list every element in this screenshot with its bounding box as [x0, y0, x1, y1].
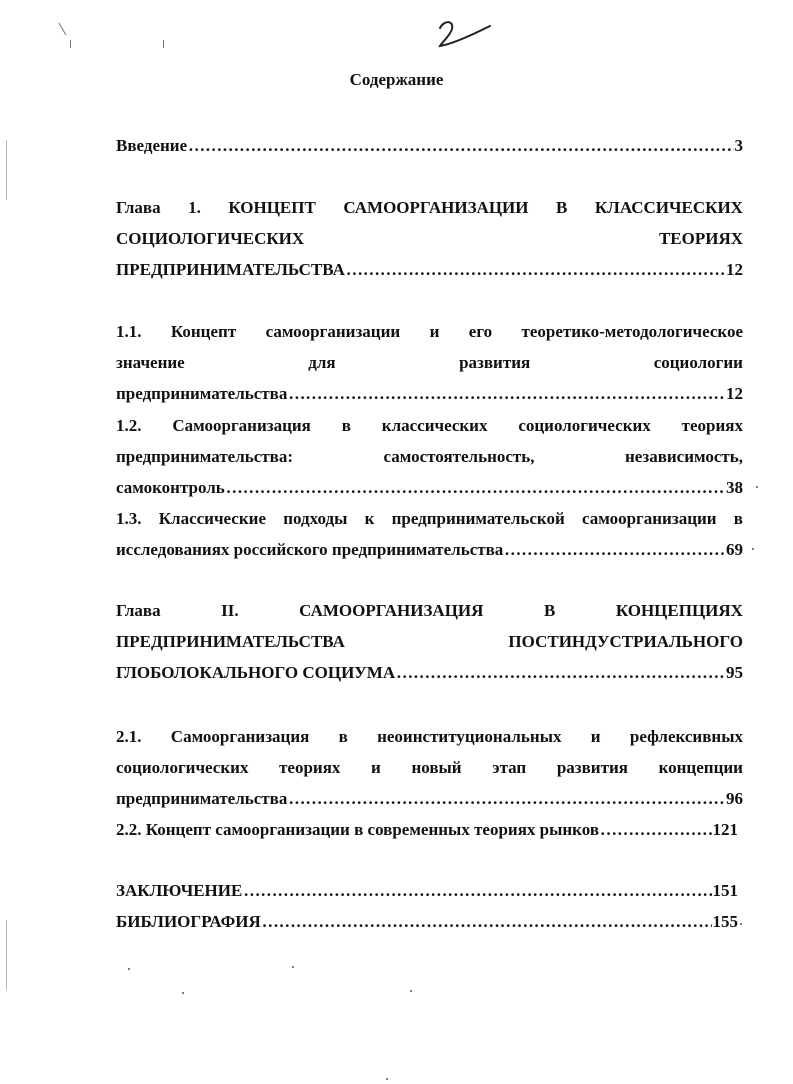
word: в: [341, 416, 351, 435]
word: В: [556, 198, 568, 217]
word: 1.: [188, 198, 201, 217]
handwritten-page-number: [434, 16, 494, 50]
toc-section-1-2-line2: [116, 447, 743, 467]
toc-entry-page: 151: [712, 881, 738, 900]
scan-artifact: [59, 23, 67, 36]
word: В: [543, 601, 556, 620]
word: и: [429, 322, 440, 341]
word: социологических: [116, 758, 249, 777]
word: II.: [221, 601, 239, 620]
word: КЛАССИЧЕСКИХ: [594, 198, 743, 217]
scan-artifact: [182, 992, 184, 994]
toc-entry-label: предпринимательства: [116, 384, 288, 403]
word: в: [733, 509, 743, 528]
toc-entry-page: 12: [726, 384, 743, 403]
toc-section-1-1-line1: [116, 322, 743, 342]
word: самоорганизации: [581, 509, 717, 528]
word: теоретико-методологическое: [521, 322, 743, 341]
toc-entry-label: ГЛОБОЛОКАЛЬНОГО СОЦИУМА: [116, 663, 396, 682]
dot-leader: [600, 820, 711, 840]
word: теориях: [681, 416, 743, 435]
word: Концепт: [170, 322, 237, 341]
scan-artifact: [740, 923, 742, 925]
word: КОНЦЕПЦИЯХ: [615, 601, 743, 620]
dot-leader: [226, 478, 725, 498]
word: САМООРГАНИЗАЦИЯ: [299, 601, 484, 620]
word: САМООРГАНИЗАЦИИ: [343, 198, 529, 217]
dot-leader: [288, 789, 725, 809]
toc-entry-label: Введение: [116, 136, 188, 155]
word: предпринимательства:: [116, 447, 293, 466]
toc-entry-page: 96: [726, 789, 743, 808]
word: неоинституциональных: [377, 727, 562, 746]
toc-section-1-1-line3: [116, 384, 743, 404]
toc-entry-page: 12: [726, 260, 743, 279]
toc-chapter1-line1: [116, 198, 743, 218]
toc-entry-label: исследованиях российского предпринимательства: [116, 540, 504, 559]
word: для: [308, 353, 336, 372]
toc-entry-page: 121: [712, 820, 738, 839]
word: этап: [492, 758, 527, 777]
word: самоорганизации: [265, 322, 401, 341]
scan-artifact: [128, 968, 130, 970]
word: предпринимательской: [391, 509, 565, 528]
word: Самоорганизация: [172, 416, 311, 435]
word: социологических: [518, 416, 651, 435]
scan-artifact: [70, 40, 71, 48]
word: теориях: [279, 758, 341, 777]
word: рефлексивных: [629, 727, 743, 746]
scan-artifact: [163, 40, 164, 48]
dot-leader: [188, 136, 733, 156]
word: подходы: [283, 509, 348, 528]
toc-entry-label: самоконтроль: [116, 478, 225, 497]
word: КОНЦЕПТ: [228, 198, 316, 217]
word: его: [468, 322, 493, 341]
dot-leader: [243, 881, 711, 901]
dot-leader: [396, 663, 725, 683]
toc-entry-page: 155: [712, 912, 738, 931]
scan-artifact: [292, 966, 294, 968]
toc-section-1-1-line2: [116, 353, 743, 373]
word: ПОСТИНДУСТРИАЛЬНОГО: [508, 632, 743, 651]
word: Классические: [158, 509, 266, 528]
word: развития: [556, 758, 628, 777]
word: Глава: [116, 601, 161, 620]
toc-entry-label: предпринимательства: [116, 789, 288, 808]
toc-section-1-2-line3: [116, 478, 743, 498]
toc-section-2-1-line2: [116, 758, 743, 778]
toc-entry-bibliography: [116, 912, 738, 932]
word: ПРЕДПРИНИМАТЕЛЬСТВА: [116, 632, 345, 651]
toc-entry-label: ПРЕДПРИНИМАТЕЛЬСТВА: [116, 260, 345, 279]
toc-section-2-1-line1: [116, 727, 743, 747]
toc-entry-label: БИБЛИОГРАФИЯ: [116, 912, 261, 931]
toc-entry-page: 95: [726, 663, 743, 682]
dot-leader: [288, 384, 725, 404]
dot-leader: [262, 912, 712, 932]
scan-artifact: [752, 548, 754, 550]
toc-entry-page: 38: [726, 478, 743, 497]
scan-artifact: [410, 990, 412, 992]
toc-entry-intro: [116, 136, 743, 156]
toc-entry-page: 69: [726, 540, 743, 559]
toc-chapter2-line3: [116, 663, 743, 683]
word: и: [590, 727, 601, 746]
page-title: Содержание: [349, 70, 444, 89]
toc-entry-label: ЗАКЛЮЧЕНИЕ: [116, 881, 243, 900]
word: ТЕОРИЯХ: [658, 229, 743, 248]
scan-artifact: [6, 920, 7, 990]
toc-section-1-3-line2: [116, 540, 743, 560]
word: в: [338, 727, 348, 746]
word: СОЦИОЛОГИЧЕСКИХ: [116, 229, 305, 248]
toc-chapter1-line3: [116, 260, 743, 280]
word: и: [371, 758, 381, 777]
toc-entry-label: 2.2. Концепт самоорганизации в современных теориях рынков: [116, 820, 600, 839]
word: самостоятельность,: [383, 447, 535, 466]
toc-chapter2-line1: [116, 601, 743, 621]
toc-entry-conclusion: [116, 881, 738, 901]
toc-chapter2-line2: [116, 632, 743, 652]
word: социологии: [653, 353, 743, 372]
word: 2.1.: [116, 727, 142, 746]
word: новый: [411, 758, 462, 777]
word: 1.2.: [116, 416, 142, 435]
word: 1.3.: [116, 509, 142, 528]
word: Самоорганизация: [170, 727, 310, 746]
scan-artifact: [386, 1078, 388, 1080]
toc-section-2-1-line3: [116, 789, 743, 809]
dot-leader: [504, 540, 725, 560]
scan-artifact: [756, 486, 758, 488]
toc-section-1-3-line1: [116, 509, 743, 529]
word: к: [364, 509, 375, 528]
word: Глава: [116, 198, 161, 217]
word: развития: [459, 353, 531, 372]
toc-section-1-2-line1: [116, 416, 743, 436]
word: концепции: [658, 758, 743, 777]
word: 1.1.: [116, 322, 142, 341]
toc-chapter1-line2: [116, 229, 743, 249]
dot-leader: [346, 260, 725, 280]
word: классических: [381, 416, 488, 435]
word: независимость,: [625, 447, 743, 466]
scan-artifact: [6, 140, 7, 200]
toc-entry-page: 3: [734, 136, 743, 155]
toc-section-2-2: [116, 820, 738, 840]
word: значение: [116, 353, 185, 372]
